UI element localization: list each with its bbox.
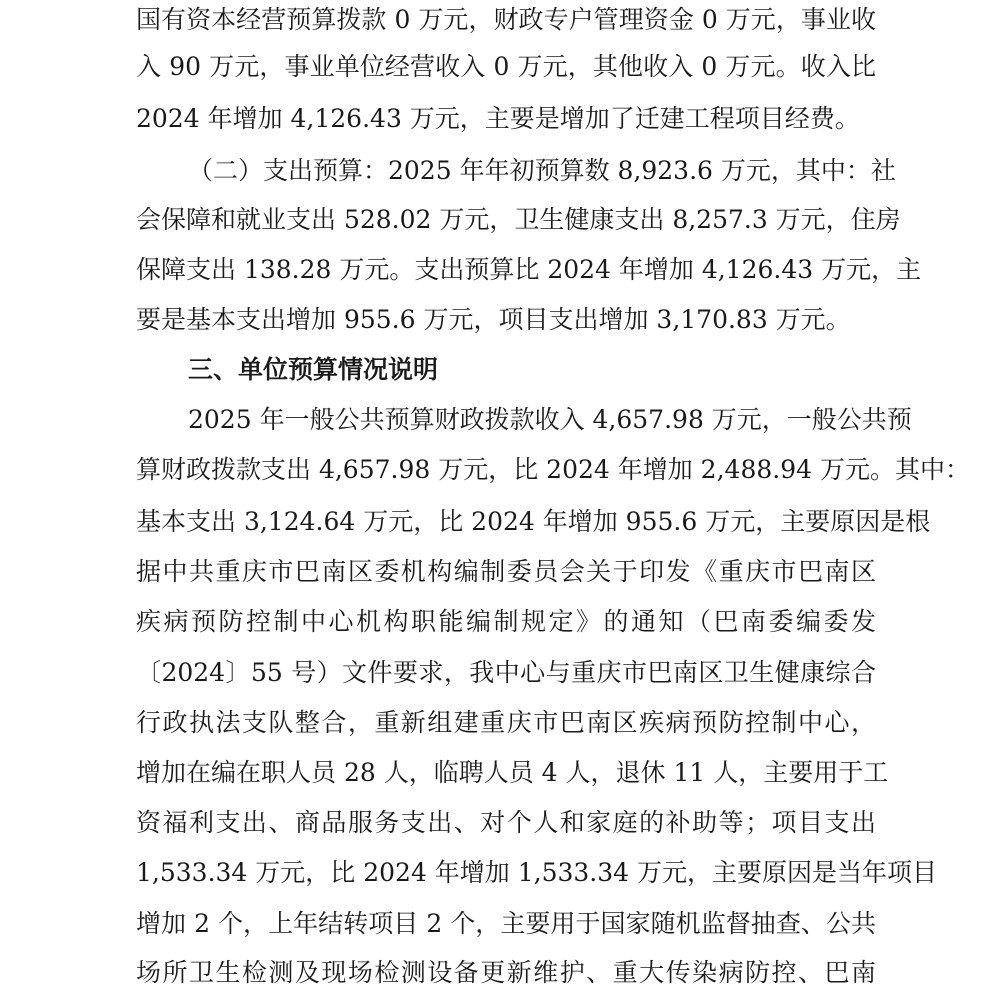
text-line-10: 算财政拨款支出 4,657.98 万元，比 2024 年增加 2,488.94 万元。其中： [136,455,970,484]
text-line-18: 1,533.34 万元，比 2024 年增加 1,533.34 万元，主要原因是当年项目 [136,858,938,887]
text-line-1: 国有资本经营预算拨款 0 万元，财政专户管理资金 0 万元，事业收 [136,5,876,34]
text-line-20: 场所卫生检测及现场检测设备更新维护、重大传染病防控、巴南 [136,958,876,987]
text-line-13: 疾病预防控制中心机构职能编制规定》的通知（巴南委编委发 [136,607,876,636]
text-line-12: 据中共重庆市巴南区委机构编制委员会关于印发《重庆市巴南区 [136,557,876,586]
text-line-11: 基本支出 3,124.64 万元，比 2024 年增加 955.6 万元，主要原因是根 [136,507,931,536]
text-line-15: 行政执法支队整合，重新组建重庆市巴南区疾病预防控制中心， [136,708,876,737]
text-line-5: 会保障和就业支出 528.02 万元，卫生健康支出 8,257.3 万元，住房 [136,205,901,234]
text-line-2: 入 90 万元，事业单位经营收入 0 万元，其他收入 0 万元。收入比 [136,52,876,81]
text-line-19: 增加 2 个，上年结转项目 2 个，主要用于国家随机监督抽查、公共 [136,909,876,938]
text-line-17: 资福利支出、商品服务支出、对个人和家庭的补助等；项目支出 [136,808,876,837]
paragraph-unit-budget-start: 2025 年一般公共预算财政拨款收入 4,657.98 万元，一般公共预 [188,405,912,434]
text-line-3: 2024 年增加 4,126.43 万元，主要是增加了迁建工程项目经费。 [136,104,860,133]
text-line-7: 要是基本支出增加 955.6 万元，项目支出增加 3,170.83 万元。 [136,305,851,334]
section-heading: 三、单位预算情况说明 [188,355,439,384]
text-line-6: 保障支出 138.28 万元。支出预算比 2024 年增加 4,126.43 万元，主 [136,255,922,284]
paragraph-expenditure-start: （二）支出预算：2025 年年初预算数 8,923.6 万元，其中：社 [188,156,896,185]
text-line-14: 〔2024〕55 号）文件要求，我中心与重庆市巴南区卫生健康综合 [136,658,876,687]
text-line-16: 增加在编在职人员 28 人，临聘人员 4 人，退休 11 人，主要用于工 [136,758,889,787]
